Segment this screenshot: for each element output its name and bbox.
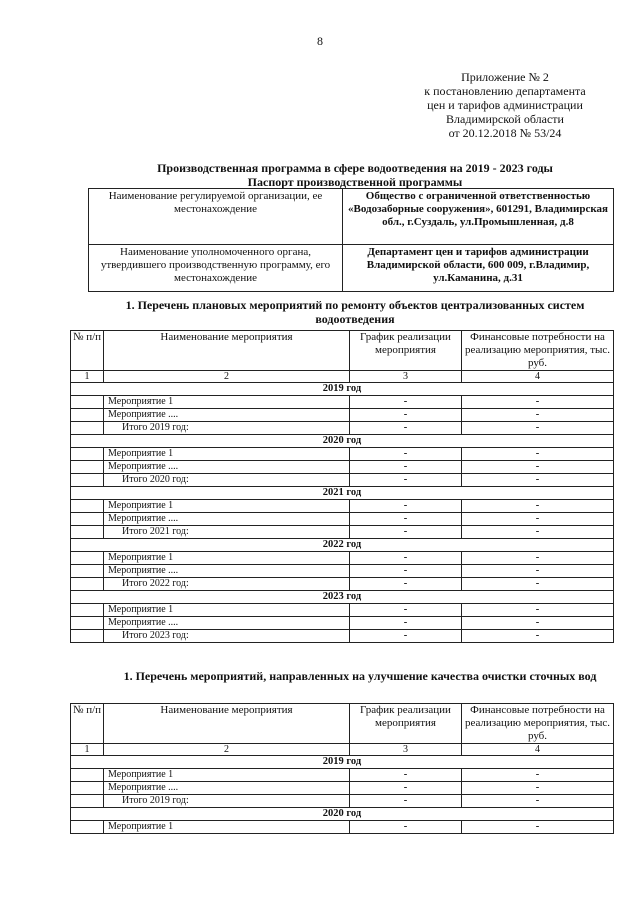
schedule-value: - <box>350 513 462 526</box>
passport-value: Департамент цен и тарифов администрации Владимирской области, 600 009, г.Владимир, ул.Каманина, д.31 <box>343 245 614 292</box>
table-row <box>71 795 614 808</box>
measure-name: Мероприятие 1 <box>104 769 350 782</box>
schedule-value: - <box>350 409 462 422</box>
schedule-value: - <box>350 552 462 565</box>
table-row <box>71 422 614 435</box>
appendix-line: Владимирской области <box>446 112 564 126</box>
year-row <box>71 756 614 769</box>
table-row <box>71 578 614 591</box>
row-number <box>71 474 104 487</box>
measure-name: Мероприятие 1 <box>104 500 350 513</box>
schedule-value: - <box>350 604 462 617</box>
appendix-line: Приложение № 2 <box>461 70 549 84</box>
measure-name: Мероприятие 1 <box>104 448 350 461</box>
column-header: Наименование мероприятия <box>104 331 350 371</box>
column-header: Финансовые потребности на реализацию мероприятия, тыс. руб. <box>462 331 614 371</box>
table-row <box>71 396 614 409</box>
schedule-value: - <box>350 565 462 578</box>
year-label: 2019 год <box>71 756 614 769</box>
year-row <box>71 539 614 552</box>
table-row <box>71 448 614 461</box>
measure-name: Итого 2020 год: <box>104 474 350 487</box>
row-number <box>71 448 104 461</box>
measure-name: Итого 2021 год: <box>104 526 350 539</box>
measure-name: Итого 2019 год: <box>104 795 350 808</box>
measure-name: Итого 2022 год: <box>104 578 350 591</box>
schedule-value: - <box>350 782 462 795</box>
passport-label: Наименование регулируемой организации, ее местонахождение <box>89 189 343 245</box>
row-number <box>71 396 104 409</box>
column-header: График реализации мероприятия <box>350 704 462 744</box>
row-number <box>71 630 104 643</box>
measure-name: Мероприятие .... <box>104 617 350 630</box>
measure-name: Мероприятие .... <box>104 513 350 526</box>
finance-value: - <box>462 513 614 526</box>
row-number <box>71 409 104 422</box>
section2-table <box>70 703 614 834</box>
schedule-value: - <box>350 448 462 461</box>
year-label: 2020 год <box>71 435 614 448</box>
table-row <box>71 526 614 539</box>
passport-table <box>88 188 614 292</box>
table-row <box>71 409 614 422</box>
measure-name: Мероприятие .... <box>104 461 350 474</box>
measure-name: Мероприятие 1 <box>104 821 350 834</box>
schedule-value: - <box>350 474 462 487</box>
measure-name: Мероприятие .... <box>104 782 350 795</box>
year-row <box>71 808 614 821</box>
measure-name: Мероприятие 1 <box>104 552 350 565</box>
row-number <box>71 500 104 513</box>
table-row <box>71 461 614 474</box>
schedule-value: - <box>350 526 462 539</box>
table-row <box>71 513 614 526</box>
measure-name: Мероприятие .... <box>104 565 350 578</box>
schedule-value: - <box>350 630 462 643</box>
finance-value: - <box>462 630 614 643</box>
table-row <box>71 552 614 565</box>
column-number-row <box>71 371 614 383</box>
finance-value: - <box>462 526 614 539</box>
column-number: 1 <box>71 744 104 756</box>
subtitle-line: Паспорт производственной программы <box>247 175 463 189</box>
finance-value: - <box>462 782 614 795</box>
table-row <box>71 782 614 795</box>
year-row <box>71 383 614 396</box>
section1-title: 1. Перечень плановых мероприятий по ремонту объектов централизованных систем водоотведения <box>125 298 585 326</box>
measure-name: Мероприятие .... <box>104 409 350 422</box>
schedule-value: - <box>350 500 462 513</box>
finance-value: - <box>462 821 614 834</box>
passport-row <box>89 245 614 292</box>
measure-name: Мероприятие 1 <box>104 604 350 617</box>
year-row <box>71 435 614 448</box>
column-number: 4 <box>462 371 614 383</box>
table-header-row <box>71 331 614 371</box>
year-label: 2020 год <box>71 808 614 821</box>
finance-value: - <box>462 461 614 474</box>
row-number <box>71 617 104 630</box>
appendix-line: от 20.12.2018 № 53/24 <box>448 126 562 140</box>
table-row <box>71 604 614 617</box>
measure-name: Итого 2019 год: <box>104 422 350 435</box>
row-number <box>71 513 104 526</box>
schedule-value: - <box>350 769 462 782</box>
schedule-value: - <box>350 821 462 834</box>
section1-table <box>70 330 614 643</box>
measure-name: Итого 2023 год: <box>104 630 350 643</box>
section2-title: 1. Перечень мероприятий, направленных на улучшение качества очистки сточных вод <box>123 669 597 683</box>
passport-row <box>89 189 614 245</box>
finance-value: - <box>462 422 614 435</box>
row-number <box>71 795 104 808</box>
table-row <box>71 565 614 578</box>
finance-value: - <box>462 604 614 617</box>
schedule-value: - <box>350 396 462 409</box>
row-number <box>71 782 104 795</box>
appendix-line: к постановлению департамента <box>424 84 586 98</box>
finance-value: - <box>462 448 614 461</box>
column-header: № п/п <box>71 331 104 371</box>
schedule-value: - <box>350 795 462 808</box>
column-header: Наименование мероприятия <box>104 704 350 744</box>
column-number: 1 <box>71 371 104 383</box>
column-number: 2 <box>104 744 350 756</box>
passport-label: Наименование уполномоченного органа, утвердившего производственную программу, его местонахождение <box>89 245 343 292</box>
year-label: 2021 год <box>71 487 614 500</box>
program-title <box>60 161 640 189</box>
year-label: 2022 год <box>71 539 614 552</box>
column-number: 4 <box>462 744 614 756</box>
year-row <box>71 487 614 500</box>
finance-value: - <box>462 552 614 565</box>
schedule-value: - <box>350 422 462 435</box>
row-number <box>71 769 104 782</box>
column-number: 3 <box>350 744 462 756</box>
column-number-row <box>71 744 614 756</box>
column-number: 2 <box>104 371 350 383</box>
finance-value: - <box>462 500 614 513</box>
year-label: 2019 год <box>71 383 614 396</box>
row-number <box>71 565 104 578</box>
passport-value: Общество с ограниченной ответственностью «Водозаборные сооружения», 601291, Владимирская обл., г.Суздаль, ул.Промышленная, д.8 <box>343 189 614 245</box>
year-label: 2023 год <box>71 591 614 604</box>
page-number: 8 <box>317 34 323 48</box>
appendix-line: цен и тарифов администрации <box>427 98 583 112</box>
year-row <box>71 591 614 604</box>
row-number <box>71 578 104 591</box>
finance-value: - <box>462 396 614 409</box>
row-number <box>71 552 104 565</box>
row-number <box>71 422 104 435</box>
finance-value: - <box>462 565 614 578</box>
column-number: 3 <box>350 371 462 383</box>
finance-value: - <box>462 578 614 591</box>
finance-value: - <box>462 474 614 487</box>
row-number <box>71 461 104 474</box>
schedule-value: - <box>350 578 462 591</box>
table-row <box>71 500 614 513</box>
table-row <box>71 617 614 630</box>
title-line: Производственная программа в сфере водоотведения на 2019 - 2023 годы <box>157 161 553 175</box>
table-row <box>71 474 614 487</box>
column-header: График реализации мероприятия <box>350 331 462 371</box>
table-row <box>71 769 614 782</box>
schedule-value: - <box>350 617 462 630</box>
finance-value: - <box>462 795 614 808</box>
table-row <box>71 821 614 834</box>
appendix-block <box>400 70 610 140</box>
measure-name: Мероприятие 1 <box>104 396 350 409</box>
column-header: № п/п <box>71 704 104 744</box>
row-number <box>71 526 104 539</box>
finance-value: - <box>462 409 614 422</box>
finance-value: - <box>462 617 614 630</box>
finance-value: - <box>462 769 614 782</box>
table-header-row <box>71 704 614 744</box>
table-row <box>71 630 614 643</box>
column-header: Финансовые потребности на реализацию мероприятия, тыс. руб. <box>462 704 614 744</box>
row-number <box>71 821 104 834</box>
schedule-value: - <box>350 461 462 474</box>
row-number <box>71 604 104 617</box>
